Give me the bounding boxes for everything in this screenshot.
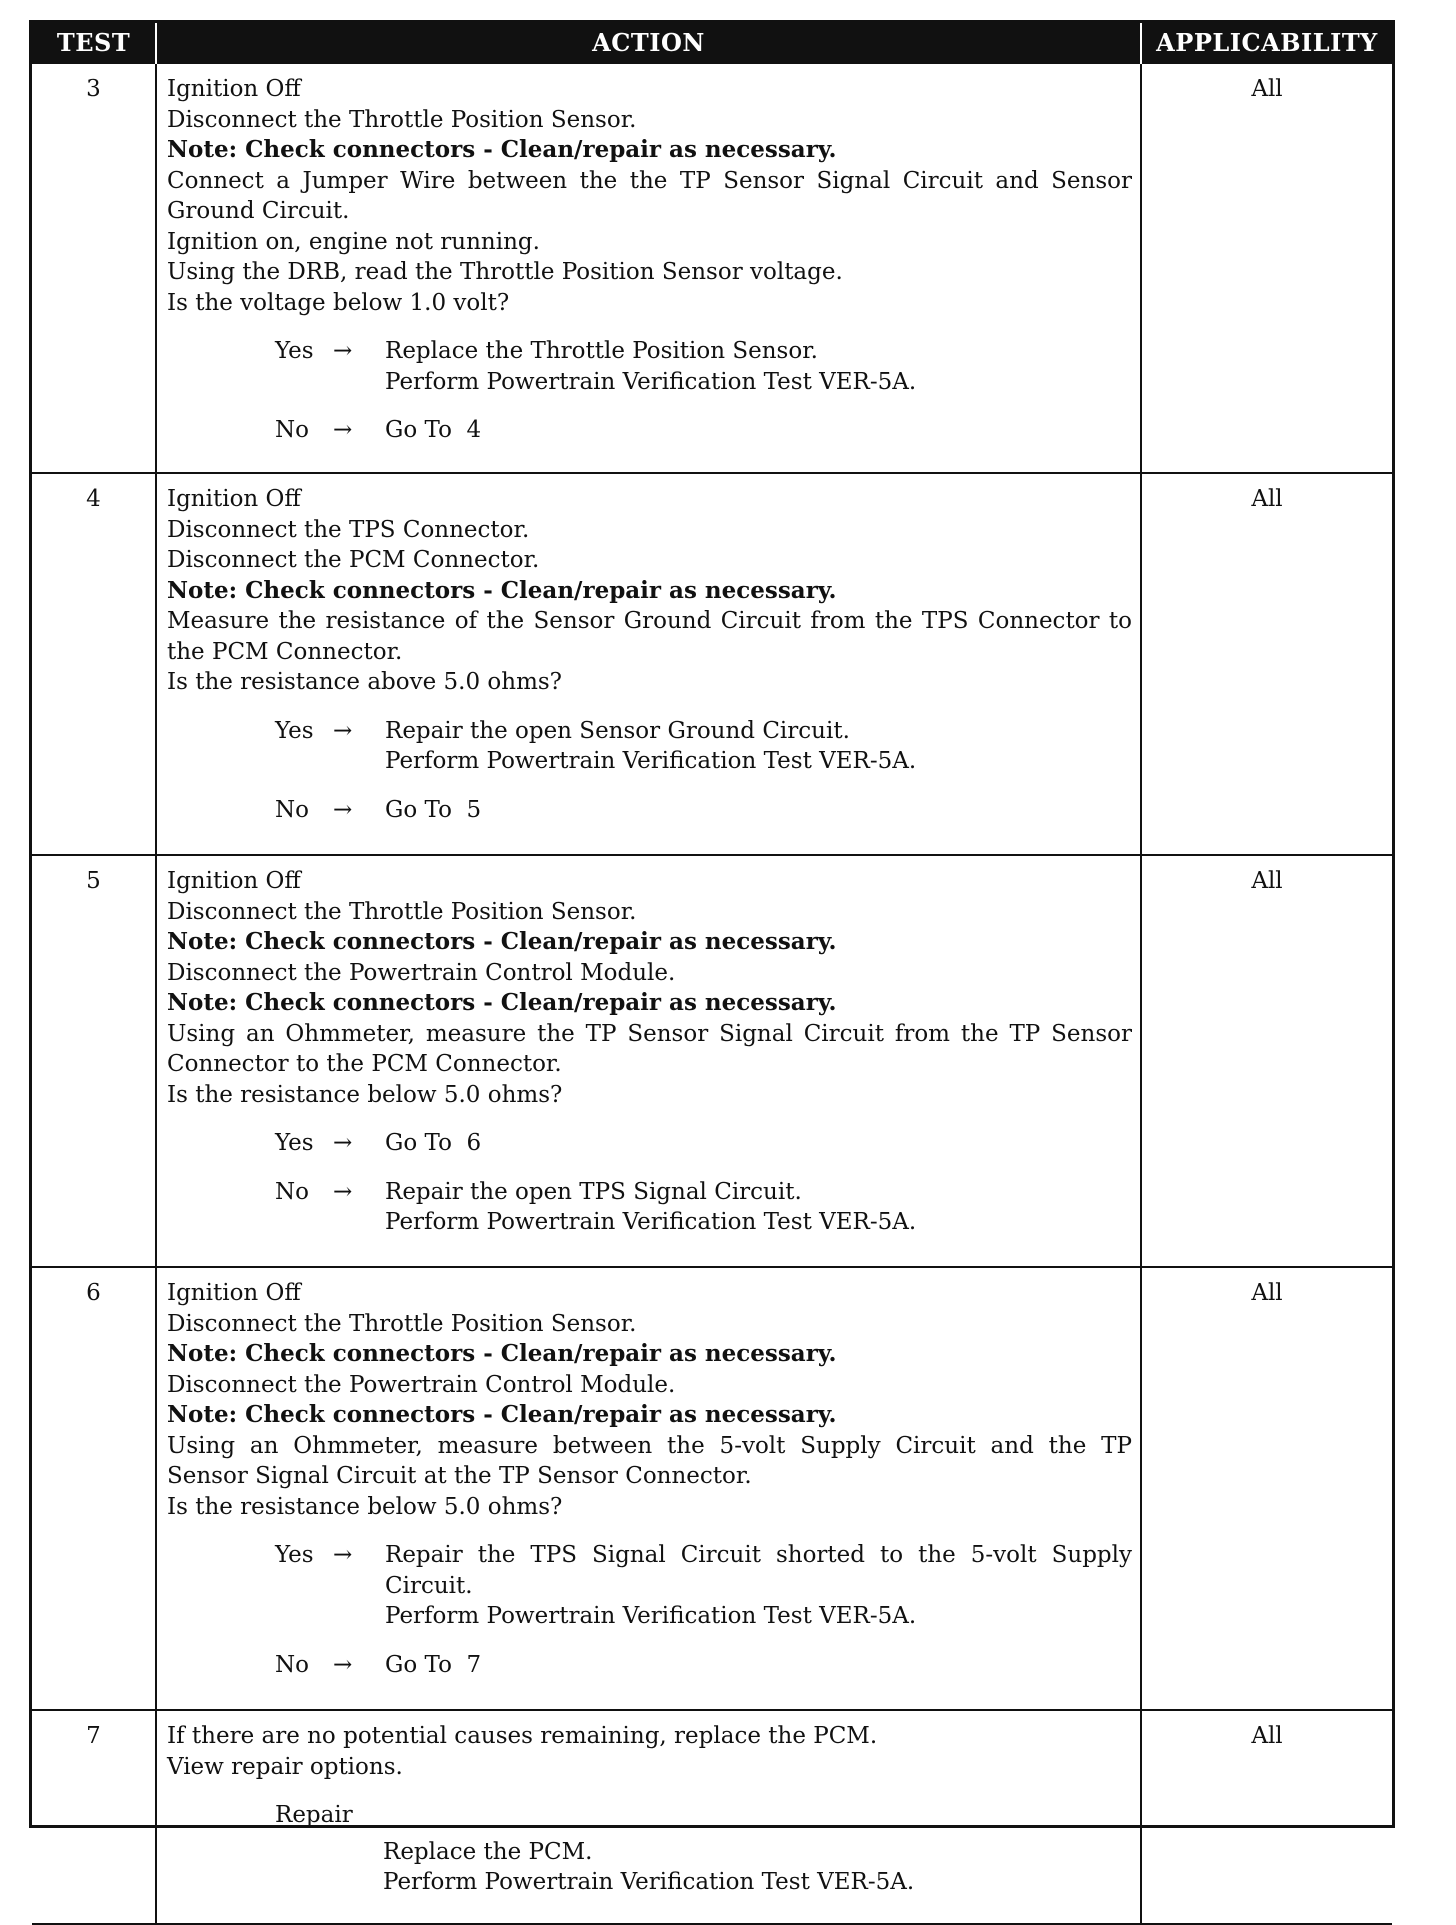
test-applicability: All (1141, 1267, 1392, 1710)
no-label: No (275, 796, 309, 823)
table-header-row (32, 23, 1392, 63)
table-row (32, 1710, 1392, 1924)
yes-branch (167, 1540, 1132, 1632)
action-note: Note: Check connectors - Clean/repair as necessary. (167, 1340, 837, 1367)
action-step: Using the DRB, read the Throttle Position Sensor voltage. (167, 259, 843, 285)
action-step: Disconnect the Throttle Position Sensor. (167, 898, 637, 925)
action-question: Is the resistance below 5.0 ohms? (167, 1081, 563, 1108)
action-note: Note: Check connectors - Clean/repair as necessary. (167, 1401, 837, 1428)
arrow-icon: → (333, 1651, 353, 1678)
action-question: Is the voltage below 1.0 volt? (167, 289, 510, 316)
no-result (385, 795, 1132, 826)
yes-result (385, 336, 1132, 397)
yes-branch (167, 1128, 1132, 1159)
result-line: Repair the open TPS Signal Circuit. (385, 1178, 802, 1205)
table-row (32, 63, 1392, 473)
action-step: Ignition Off (167, 868, 301, 894)
repair-options (167, 1800, 1132, 1898)
action-step: Disconnect the Throttle Position Sensor. (167, 106, 637, 133)
action-step: Connect a Jumper Wire between the the TP Sensor Signal Circuit and Sensor Ground Circuit. (167, 167, 1132, 224)
yes-label: Yes (275, 1542, 314, 1568)
action-step: Ignition Off (167, 76, 301, 102)
test-number: 5 (32, 855, 156, 1267)
yes-result (385, 1540, 1132, 1632)
action-note: Note: Check connectors - Clean/repair as necessary. (167, 576, 837, 604)
result-line: Repair the open Sensor Ground Circuit. (385, 717, 850, 744)
action-step: Ignition Off (167, 1280, 301, 1306)
test-action (156, 473, 1141, 855)
action-step: If there are no potential causes remaining, replace the PCM. (167, 1723, 878, 1749)
action-step: Measure the resistance of the Sensor Ground Circuit from the TPS Connector to the PCM Connector. (167, 608, 1132, 665)
result-line: Go To 6 (385, 1130, 482, 1156)
yes-branch (167, 336, 1132, 397)
table-row (32, 473, 1392, 855)
arrow-icon: → (333, 1178, 353, 1205)
header-action: ACTION (156, 23, 1141, 63)
test-applicability: All (1141, 1710, 1392, 1924)
action-note: Note: Check connectors - Clean/repair as necessary. (167, 928, 837, 955)
action-step: Using an Ohmmeter, measure between the 5-volt Supply Circuit and the TP Sensor Signal Circuit at the TP Sensor Connector. (167, 1432, 1132, 1489)
diagnostic-procedure-table (29, 20, 1395, 1895)
arrow-icon: → (333, 417, 353, 443)
repair-label: Repair (275, 1802, 353, 1828)
result-line: Perform Powertrain Verification Test VER-5A. (385, 368, 917, 395)
no-label: No (275, 1178, 309, 1205)
action-step: Disconnect the Throttle Position Sensor. (167, 1310, 637, 1337)
repair-step: Replace the PCM. (383, 1838, 593, 1865)
result-line: Go To 4 (385, 417, 482, 443)
yes-label: Yes (275, 717, 314, 744)
action-note: Note: Check connectors - Clean/repair as necessary. (167, 989, 837, 1016)
action-note: Note: Check connectors - Clean/repair as necessary. (167, 136, 837, 163)
no-label: No (275, 417, 309, 443)
yes-branch (167, 716, 1132, 777)
action-step: Using an Ohmmeter, measure the TP Sensor Signal Circuit from the TP Sensor Connector to the PCM Connector. (167, 1020, 1132, 1077)
arrow-icon: → (333, 338, 353, 364)
no-result (385, 1177, 1132, 1238)
yes-label: Yes (275, 1130, 314, 1156)
repair-step: Perform Powertrain Verification Test VER-5A. (383, 1869, 915, 1895)
action-step: Ignition Off (167, 486, 301, 512)
repair-steps (275, 1837, 1132, 1898)
action-step: Disconnect the TPS Connector. (167, 516, 530, 543)
result-line: Replace the Throttle Position Sensor. (385, 338, 818, 364)
action-step: Disconnect the Powertrain Control Module. (167, 1371, 676, 1398)
test-applicability: All (1141, 63, 1392, 473)
result-line: Go To 5 (385, 796, 482, 823)
test-table (32, 23, 1392, 1925)
yes-result (385, 1128, 1132, 1159)
test-number: 7 (32, 1710, 156, 1924)
action-question: Is the resistance above 5.0 ohms? (167, 669, 563, 695)
table-row (32, 855, 1392, 1267)
arrow-icon: → (333, 796, 353, 823)
arrow-icon: → (333, 717, 353, 744)
action-step: Disconnect the PCM Connector. (167, 547, 540, 573)
test-action (156, 63, 1141, 473)
table-row (32, 1267, 1392, 1710)
action-step: View repair options. (167, 1753, 403, 1780)
yes-label: Yes (275, 338, 314, 364)
test-applicability: All (1141, 473, 1392, 855)
no-branch (167, 415, 1132, 446)
arrow-icon: → (333, 1542, 353, 1568)
test-applicability: All (1141, 855, 1392, 1267)
result-line: Perform Powertrain Verification Test VER-5A. (385, 748, 917, 774)
test-action (156, 1267, 1141, 1710)
no-label: No (275, 1651, 309, 1678)
no-result (385, 415, 1132, 446)
result-line: Repair the TPS Signal Circuit shorted to the 5-volt Supply Circuit. (385, 1542, 1132, 1599)
result-line: Perform Powertrain Verification Test VER-5A. (385, 1603, 917, 1629)
header-applicability: APPLICABILITY (1156, 28, 1378, 57)
result-line: Perform Powertrain Verification Test VER-5A. (385, 1209, 917, 1235)
no-result (385, 1650, 1132, 1681)
no-branch (167, 1650, 1132, 1681)
test-number: 6 (32, 1267, 156, 1710)
test-number: 4 (32, 473, 156, 855)
test-action (156, 855, 1141, 1267)
yes-result (385, 716, 1132, 777)
test-action (156, 1710, 1141, 1924)
test-number: 3 (32, 63, 156, 473)
arrow-icon: → (333, 1130, 353, 1156)
no-branch (167, 1177, 1132, 1238)
action-step: Ignition on, engine not running. (167, 228, 540, 255)
no-branch (167, 795, 1132, 826)
action-question: Is the resistance below 5.0 ohms? (167, 1493, 563, 1520)
result-line: Go To 7 (385, 1651, 482, 1678)
action-step: Disconnect the Powertrain Control Module. (167, 959, 676, 986)
header-test: TEST (32, 23, 156, 63)
